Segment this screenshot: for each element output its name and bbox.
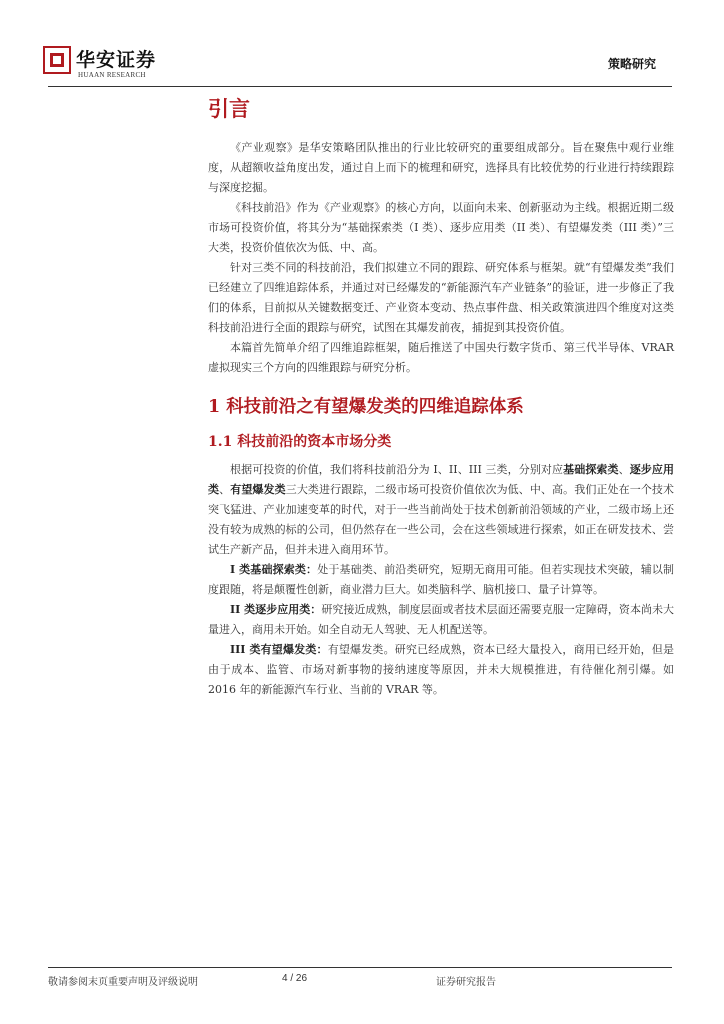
text-run: 、 xyxy=(219,483,231,496)
bold-term-explosive: 有望爆发类 xyxy=(230,483,286,496)
section-1-title: 1 科技前沿之有望爆发类的四维追踪体系 xyxy=(208,397,524,417)
text-run: 、 xyxy=(618,463,630,476)
text-run: 三大类进行跟踪，二级市场可投资价值依次为低、中、高。我们正处在一个技术突飞猛进、产业加速变革的时代，对于一些当前尚处于技术创新前沿领域的产业，二级市场上还没有较为成熟的标的公司，但仍然存在一些公司，会在这些领域进行探索，如正在研发技术、尝试生产新产品，但并未进入商用环节。 xyxy=(208,483,675,556)
intro-paragraph: 本篇首先简单介绍了四维追踪框架，随后推送了中国央行数字货币、第三代半导体、VRAR 虚拟现实三个方向的四维跟踪与研究分析。 xyxy=(208,341,674,374)
class-iii-text: 有望爆发类。研究已经成熟，资本已经大量投入，商用已经开始，但是由于成本、监管、市场对新事物的接纳速度等原因，并未大规模推进，有待催化剂引爆。如 2016 年的新能源汽车行业、当前的 VRAR 等。 xyxy=(208,643,675,696)
report-type-label: 策略研究 xyxy=(607,57,656,71)
intro-paragraph: 《科技前沿》作为《产业观察》的核心方向，以面向未来、创新驱动为主线。根据近期二级市场可投资价值，将其分为“基础探索类（I 类）、逐步应用类（II 类）、有望爆发类（III 类）”三大类，投资价值依次为低、中、高。 xyxy=(208,201,674,254)
huaan-logo-icon xyxy=(43,46,71,74)
class-i-label: I 类基础探索类： xyxy=(230,563,318,576)
footer-disclaimer: 敬请参阅末页重要声明及评级说明 xyxy=(48,977,198,988)
class-i-paragraph xyxy=(208,560,674,600)
page-header xyxy=(0,0,724,90)
page-number: 4 / 26 xyxy=(282,973,308,984)
bold-term-basic: 基础探索类 xyxy=(563,463,619,476)
intro-title: 引言 xyxy=(208,96,250,121)
bold-term-gradual: 逐步应用类 xyxy=(208,463,675,496)
header-divider xyxy=(48,86,672,87)
logo-english-name: HUAAN RESEARCH xyxy=(78,71,146,79)
intro-paragraph: 《产业观察》是华安策略团队推出的行业比较研究的重要组成部分。旨在聚焦中观行业维度，从超额收益角度出发，通过自上而下的梳理和研究，选择具有比较优势的行业进行持续跟踪与深度挖掘。 xyxy=(208,141,674,194)
class-ii-label: II 类逐步应用类： xyxy=(230,603,322,616)
class-i-text: 处于基础类、前沿类研究，短期无商用可能。但若实现技术突破，辅以制度跟随，将是颠覆性创新，商业潜力巨大。如类脑科学、脑机接口、量子计算等。 xyxy=(208,563,674,596)
class-iii-label: III 类有望爆发类： xyxy=(230,643,328,656)
footer-divider xyxy=(48,967,672,968)
class-ii-text: 研究接近成熟，制度层面或者技术层面还需要克服一定障碍，资本尚未大量进入，商用未开始。如全自动无人驾驶、无人机配送等。 xyxy=(208,603,675,636)
section-1-1-title: 1.1 科技前沿的资本市场分类 xyxy=(208,434,392,450)
class-iii-paragraph xyxy=(208,640,674,700)
classification-paragraph xyxy=(208,460,674,560)
logo-chinese-name: 华安证券 xyxy=(76,49,157,71)
intro-paragraph: 针对三类不同的科技前沿，我们拟建立不同的跟踪、研究体系与框架。就“有望爆发类”我们已经建立了四维追踪体系，并通过对已经爆发的“新能源汽车产业链条”的验证，进一步修正了我们的体系，目前拟从关键数据变迁、产业资本变动、热点事件盘、相关政策演进四个维度对这类科技前沿进行全面的跟踪与研究，试图在其爆发前夜，捕捉到其投资价值。 xyxy=(208,261,674,334)
page-content xyxy=(208,92,674,700)
footer-report-label: 证券研究报告 xyxy=(436,977,496,988)
class-ii-paragraph xyxy=(208,600,674,640)
text-run: 根据可投资的价值，我们将科技前沿分为 I、II、III 三类，分别对应 xyxy=(230,463,564,476)
